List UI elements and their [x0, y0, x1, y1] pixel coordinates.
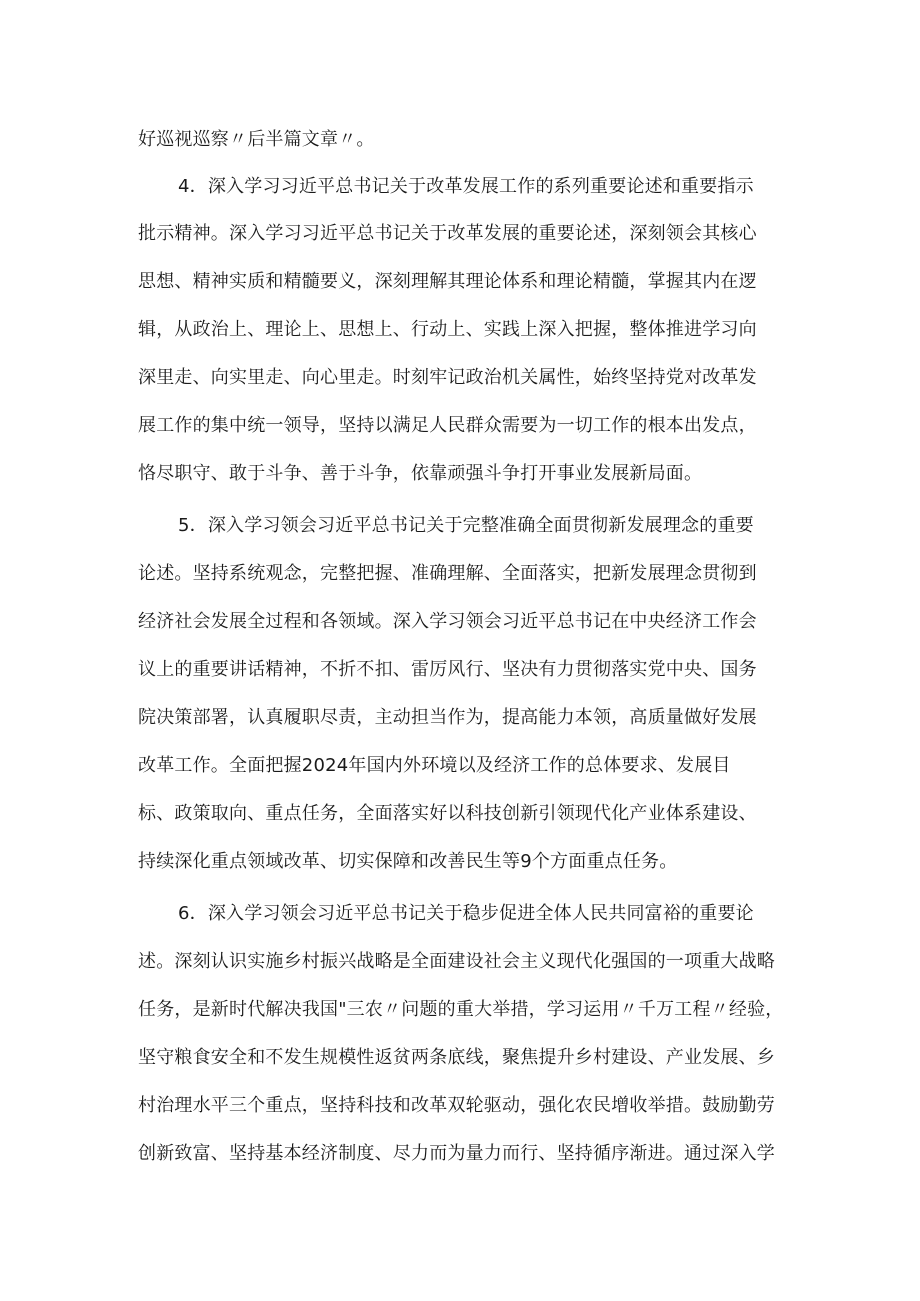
text-line: 标、政策取向、重点任务，全面落实好以科技创新引领现代化产业体系建设、: [138, 803, 757, 824]
text-line: 持续深化重点领域改革、切实保障和改善民生等9个方面重点任务。: [138, 851, 678, 872]
text-line: 创新致富、坚持基本经济制度、尽力而为量力而行、坚持循序渐进。通过深入学: [138, 1143, 775, 1164]
text-line: 批示精神。深入学习习近平总书记关于改革发展的重要论述，深刻领会其核心: [138, 223, 757, 244]
text-line: 思想、精神实质和精髓要义，深刻理解其理论体系和理论精髓，掌握其内在逻: [138, 271, 757, 292]
text-line: 展工作的集中统一领导，坚持以满足人民群众需要为一切工作的根本出发点，: [138, 415, 757, 436]
paragraph-5-heading-line: 5．深入学习领会习近平总书记关于完整准确全面贯彻新发展理念的重要: [178, 515, 754, 536]
text-line: 恪尽职守、敢于斗争、善于斗争，依靠顽强斗争打开事业发展新局面。: [138, 463, 703, 484]
text-line: 论述。坚持系统观念，完整把握、准确理解、全面落实，把新发展理念贯彻到: [138, 563, 757, 584]
text-line: 辑，从政治上、理论上、思想上、行动上、实践上深入把握，整体推进学习向: [138, 319, 757, 340]
text-line: 经济社会发展全过程和各领域。深入学习领会习近平总书记在中央经济工作会: [138, 611, 757, 632]
text-line: 坚守粮食安全和不发生规模性返贫两条底线，聚焦提升乡村建设、产业发展、乡: [138, 1047, 775, 1068]
text-line: 深里走、向实里走、向心里走。时刻牢记政治机关属性，始终坚持党对改革发: [138, 367, 757, 388]
text-line: 述。深刻认识实施乡村振兴战略是全面建设社会主义现代化强国的一项重大战略: [138, 951, 775, 972]
paragraph-4-heading-line: 4．深入学习习近平总书记关于改革发展工作的系列重要论述和重要指示: [178, 176, 754, 197]
text-line: 好巡视巡察〃后半篇文章〃。: [138, 129, 375, 150]
text-line: 任务，是新时代解决我国"三农〃问题的重大举措，学习运用〃千万工程〃经验，: [138, 999, 784, 1020]
paragraph-6-heading-line: 6．深入学习领会习近平总书记关于稳步促进全体人民共同富裕的重要论: [178, 903, 754, 924]
text-line: 议上的重要讲话精神，不折不扣、雷厉风行、坚决有力贯彻落实党中央、国务: [138, 659, 757, 680]
text-line: 村治理水平三个重点，坚持科技和改革双轮驱动，强化农民增收举措。鼓励勤劳: [138, 1095, 775, 1116]
text-line: 改革工作。全面把握2024年国内外环境以及经济工作的总体要求、发展目: [138, 755, 731, 776]
text-line: 院决策部署，认真履职尽责，主动担当作为，提高能力本领，高质量做好发展: [138, 707, 757, 728]
